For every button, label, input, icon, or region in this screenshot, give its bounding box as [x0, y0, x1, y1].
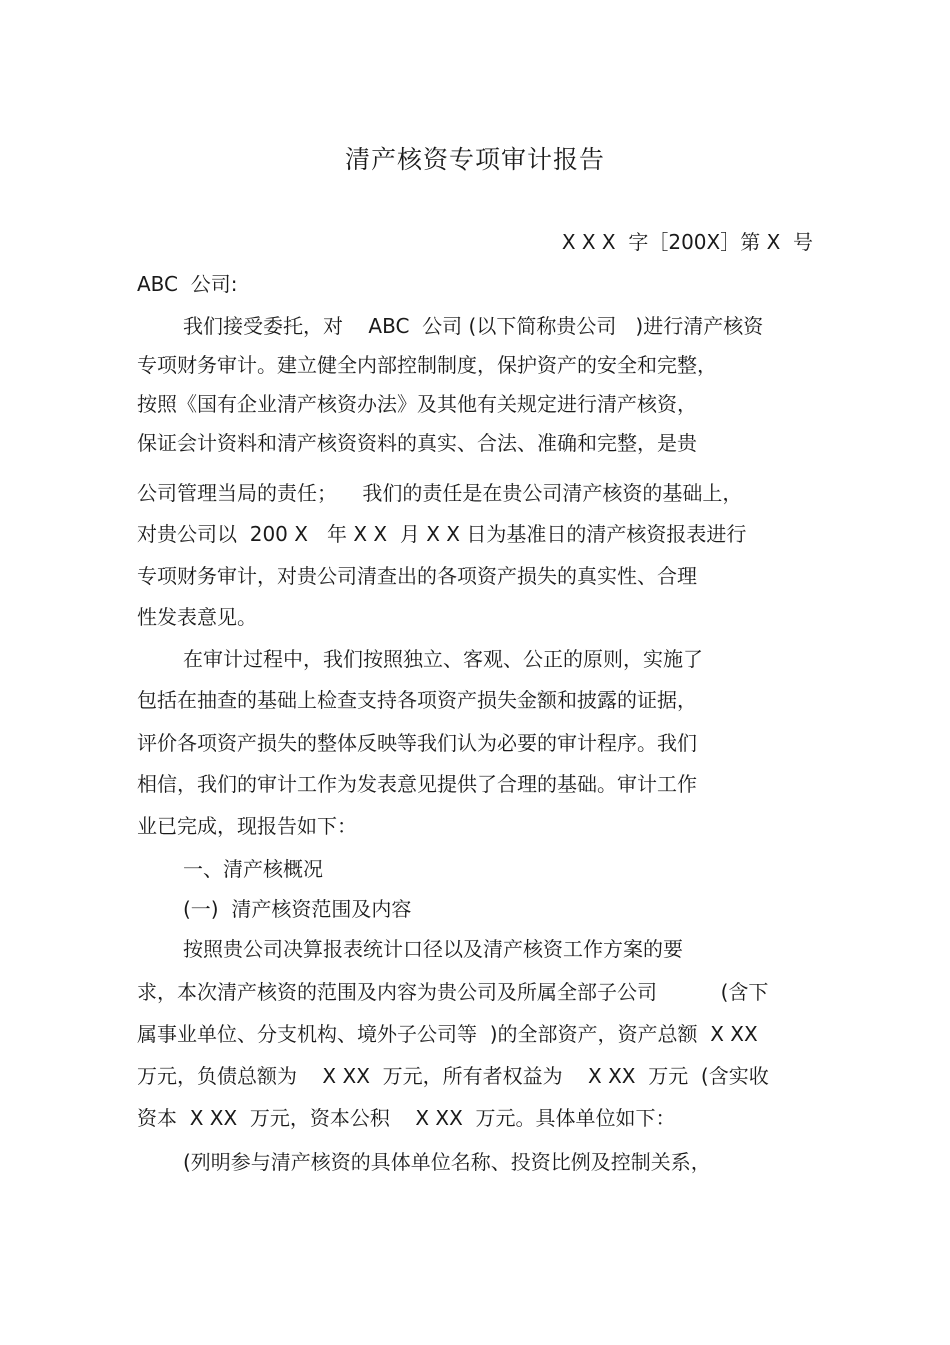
- addressee: ABC 公司:: [137, 272, 238, 296]
- paragraph-line: 资本 X XX 万元，资本公积 X XX 万元。具体单位如下：: [137, 1106, 676, 1130]
- paragraph-line: 相信，我们的审计工作为发表意见提供了合理的基础。审计工作: [137, 772, 697, 796]
- paragraph-line: 性发表意见。: [137, 605, 257, 629]
- section-heading: 一、清产核概况: [183, 857, 323, 881]
- paragraph-line: 在审计过程中，我们按照独立、客观、公正的原则，实施了: [183, 647, 703, 671]
- paragraph-line: 对贵公司以 200 X 年 X X 月 X X 日为基准日的清产核资报表进行: [137, 522, 747, 546]
- report-title: 清产核资专项审计报告: [344, 145, 605, 174]
- paragraph-line: 我们接受委托，对 ABC 公司 (以下简称贵公司 )进行清产核资: [183, 314, 764, 338]
- paragraph-line: 专项财务审计。建立健全内部控制制度，保护资产的安全和完整，: [137, 353, 717, 377]
- paragraph-line: 属事业单位、分支机构、境外子公司等 )的全部资产，资产总额 X XX: [137, 1022, 758, 1046]
- subsection-heading: (一) 清产核资范围及内容: [183, 897, 412, 921]
- paragraph-line: 评价各项资产损失的整体反映等我们认为必要的审计程序。我们: [137, 731, 697, 755]
- paragraph-line: 保证会计资料和清产核资资料的真实、合法、准确和完整，是贵: [137, 431, 697, 455]
- document-number: X X X 字［200X］第 X 号: [561, 230, 813, 254]
- paragraph-line: 业已完成，现报告如下：: [137, 814, 357, 838]
- paragraph-line: 专项财务审计，对贵公司清查出的各项资产损失的真实性、合理: [137, 564, 697, 588]
- paragraph-line: 公司管理当局的责任； 我们的责任是在贵公司清产核资的基础上，: [137, 481, 743, 505]
- paragraph-line: 求，本次清产核资的范围及内容为贵公司及所属全部子公司 (含下: [137, 980, 769, 1004]
- paragraph-line: 万元，负债总额为 X XX 万元，所有者权益为 X XX 万元 (含实收: [137, 1064, 769, 1088]
- paragraph-line: (列明参与清产核资的具体单位名称、投资比例及控制关系，: [183, 1150, 711, 1174]
- paragraph-line: 按照贵公司决算报表统计口径以及清产核资工作方案的要: [183, 937, 683, 961]
- paragraph-line: 按照《国有企业清产核资办法》及其他有关规定进行清产核资，: [137, 392, 697, 416]
- paragraph-line: 包括在抽查的基础上检查支持各项资产损失金额和披露的证据，: [137, 688, 697, 712]
